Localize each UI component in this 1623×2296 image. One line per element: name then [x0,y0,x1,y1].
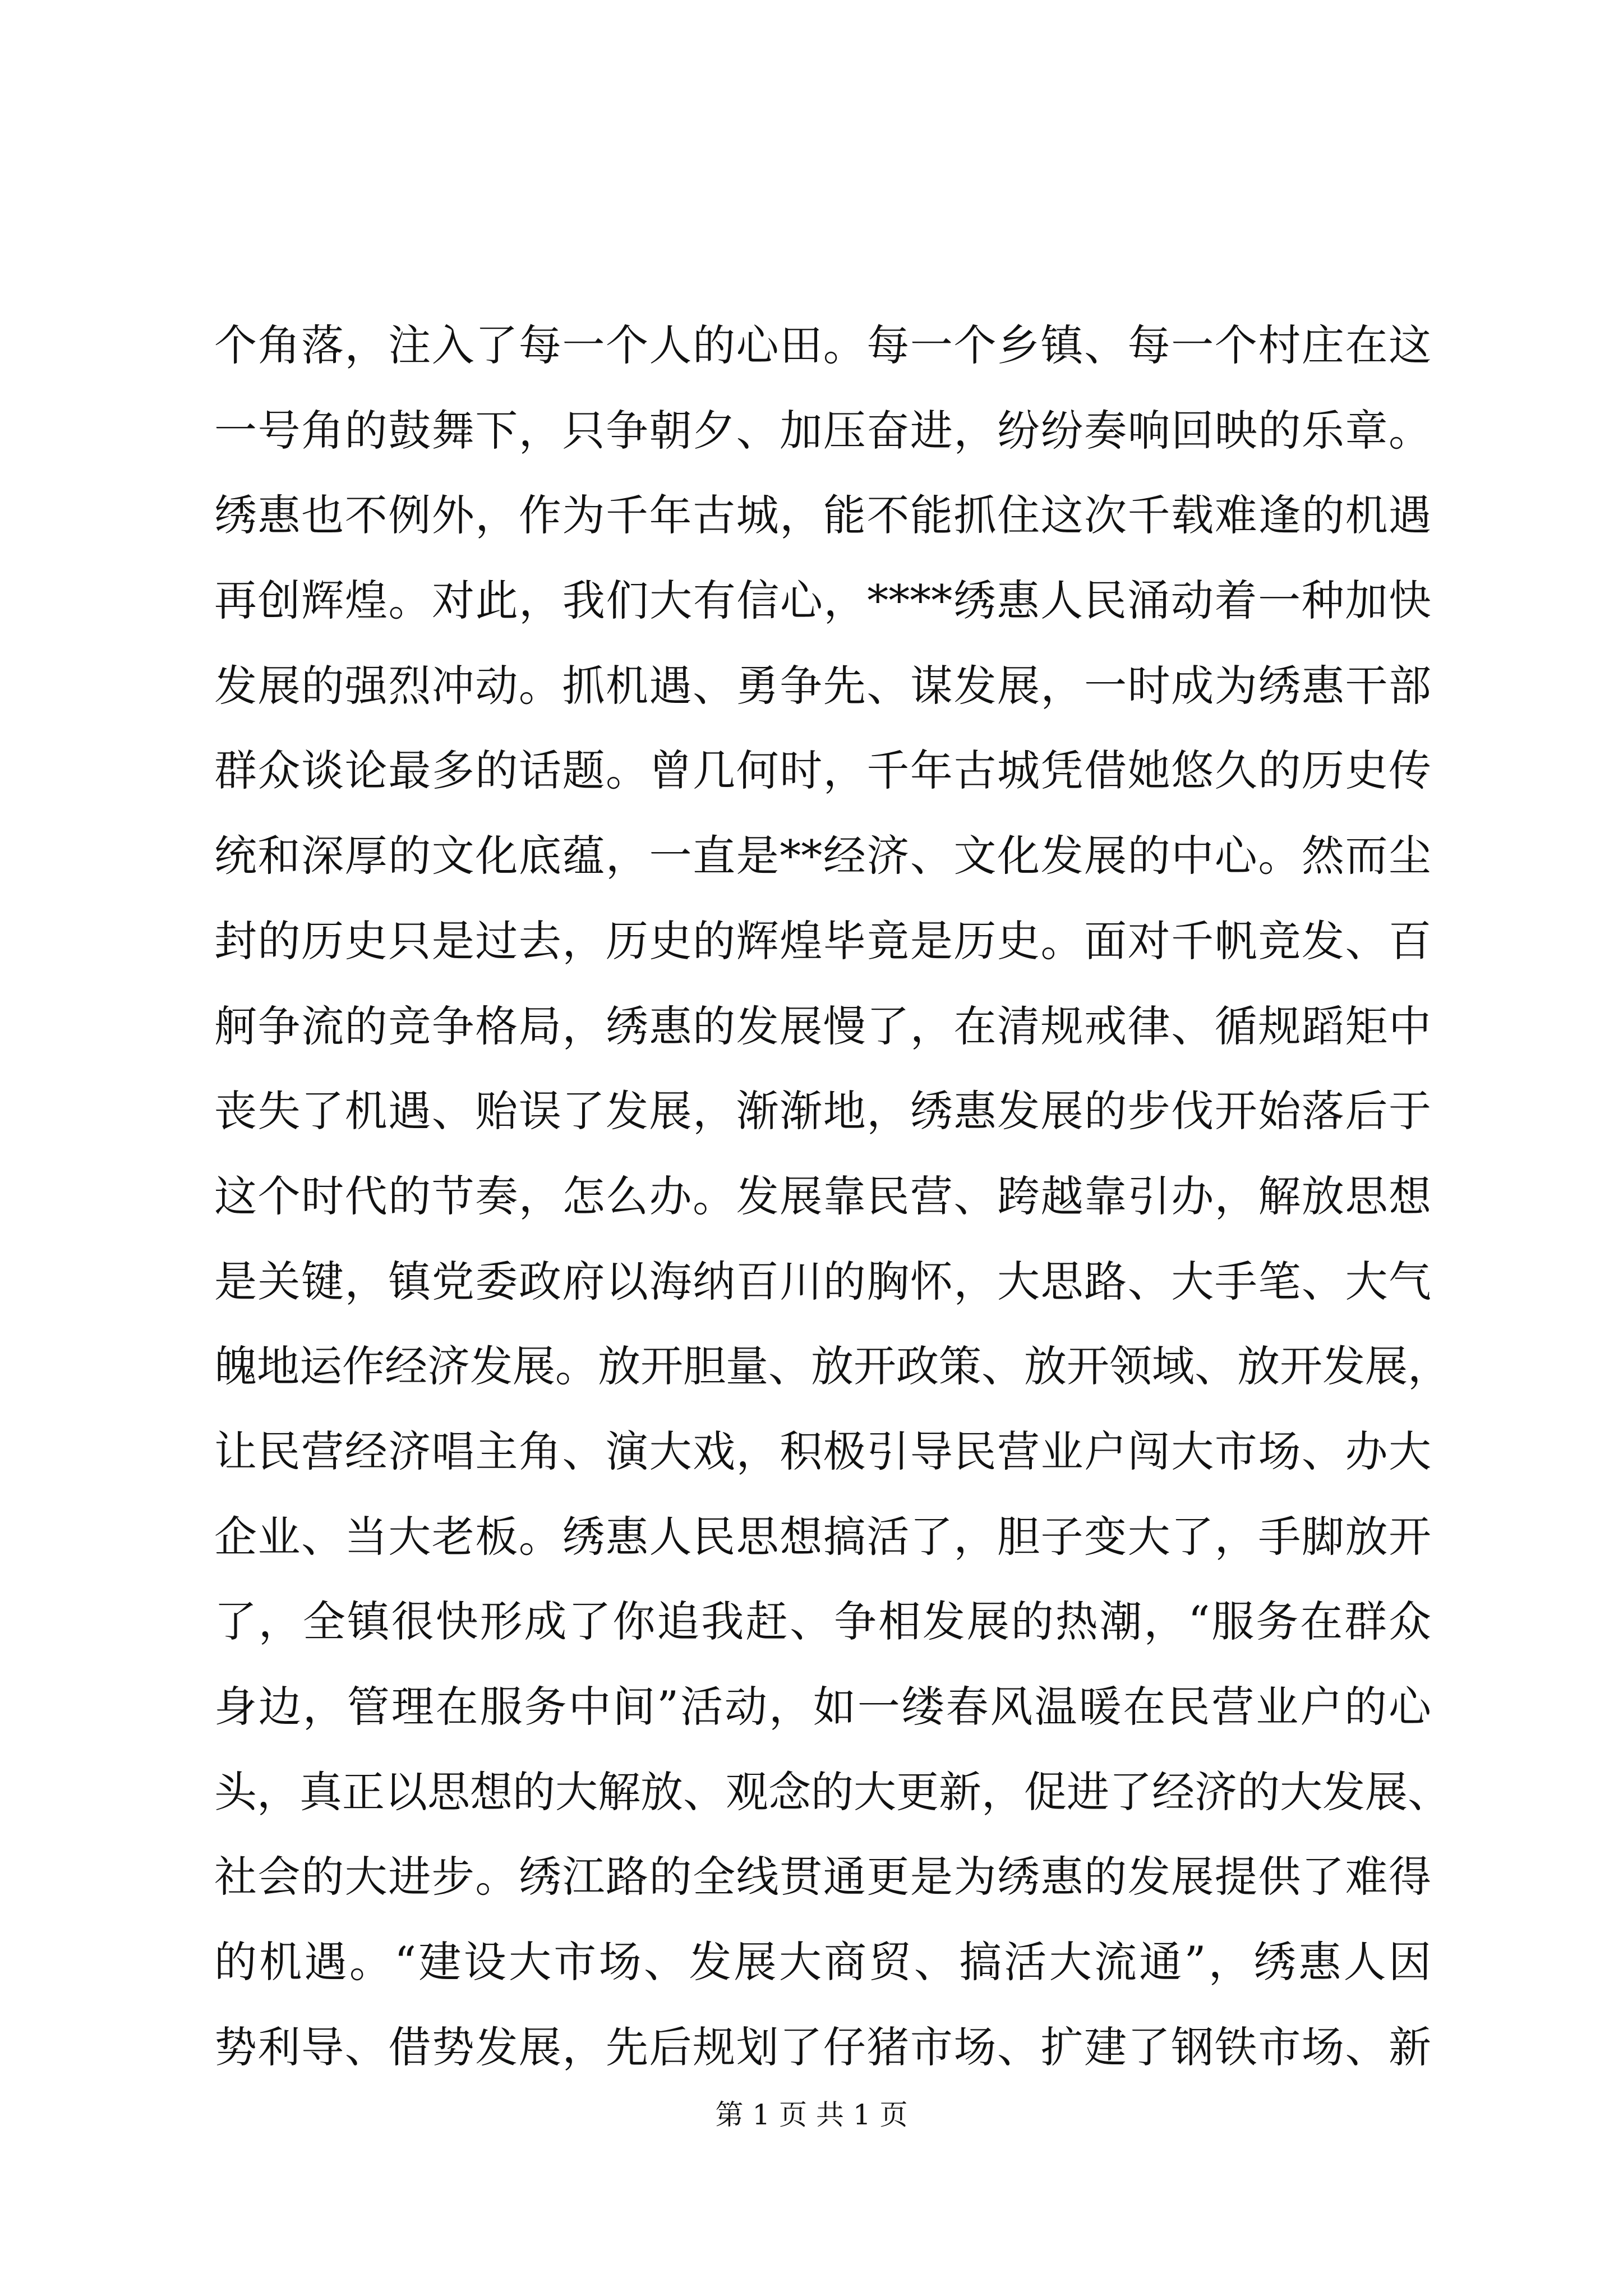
text-line: 企业、当大老板。绣惠人民思想搞活了，胆子变大了，手脚放开 [214,1511,1431,1562]
text-line: 一号角的鼓舞下，只争朝夕、加压奋进，纷纷奏响回映的乐章。 [214,405,1431,455]
page-footer: 第 1 页 共 1 页 [715,2099,908,2131]
text-line: 再创辉煌。对此，我们大有信心，****绣惠人民涌动着一种加快 [214,576,1431,626]
text-line: 了，全镇很快形成了你追我赶、争相发展的热潮，“服务在群众 [214,1596,1431,1647]
text-line: 让民营经济唱主角、演大戏，积极引导民营业户闯大市场、办大 [214,1426,1431,1476]
text-line: 这个时代的节奏，怎么办。发展靠民营、跨越靠引办，解放思想 [214,1171,1431,1221]
text-line: 魄地运作经济发展。放开胆量、放开政策、放开领域、放开发展， [214,1341,1450,1392]
text-line: 丧失了机遇、贻误了发展，渐渐地，绣惠发展的步伐开始落后于 [214,1086,1431,1137]
text-line: 是关键，镇党委政府以海纳百川的胸怀，大思路、大手笔、大气 [214,1256,1431,1306]
text-line: 舸争流的竞争格局，绣惠的发展慢了，在清规戒律、循规蹈矩中 [214,1001,1431,1051]
text-line: 身边，管理在服务中间”活动，如一缕春风温暖在民营业户的心 [214,1682,1431,1732]
text-line: 封的历史只是过去，历史的辉煌毕竟是历史。面对千帆竞发、百 [214,915,1431,966]
text-line: 社会的大进步。绣江路的全线贯通更是为绣惠的发展提供了难得 [214,1852,1431,1902]
text-line: 发展的强烈冲动。抓机遇、勇争先、谋发展，一时成为绣惠干部 [214,660,1431,711]
text-line: 的机遇。“建设大市场、发展大商贸、搞活大流通”，绣惠人因 [214,1937,1431,1987]
text-line: 个角落，注入了每一个人的心田。每一个乡镇、每一个村庄在这 [214,320,1431,370]
text-line: 统和深厚的文化底蕴，一直是**经济、文化发展的中心。然而尘 [214,831,1431,881]
body-text [214,303,1450,2090]
text-line: 绣惠也不例外，作为千年古城，能不能抓住这次千载难逢的机遇 [214,490,1431,541]
text-line: 头，真正以思想的大解放、观念的大更新，促进了经济的大发展、 [214,1766,1450,1817]
text-line: 势利导、借势发展，先后规划了仔猪市场、扩建了钢铁市场、新 [214,2022,1431,2072]
text-line: 群众谈论最多的话题。曾几何时，千年古城凭借她悠久的历史传 [214,746,1431,796]
